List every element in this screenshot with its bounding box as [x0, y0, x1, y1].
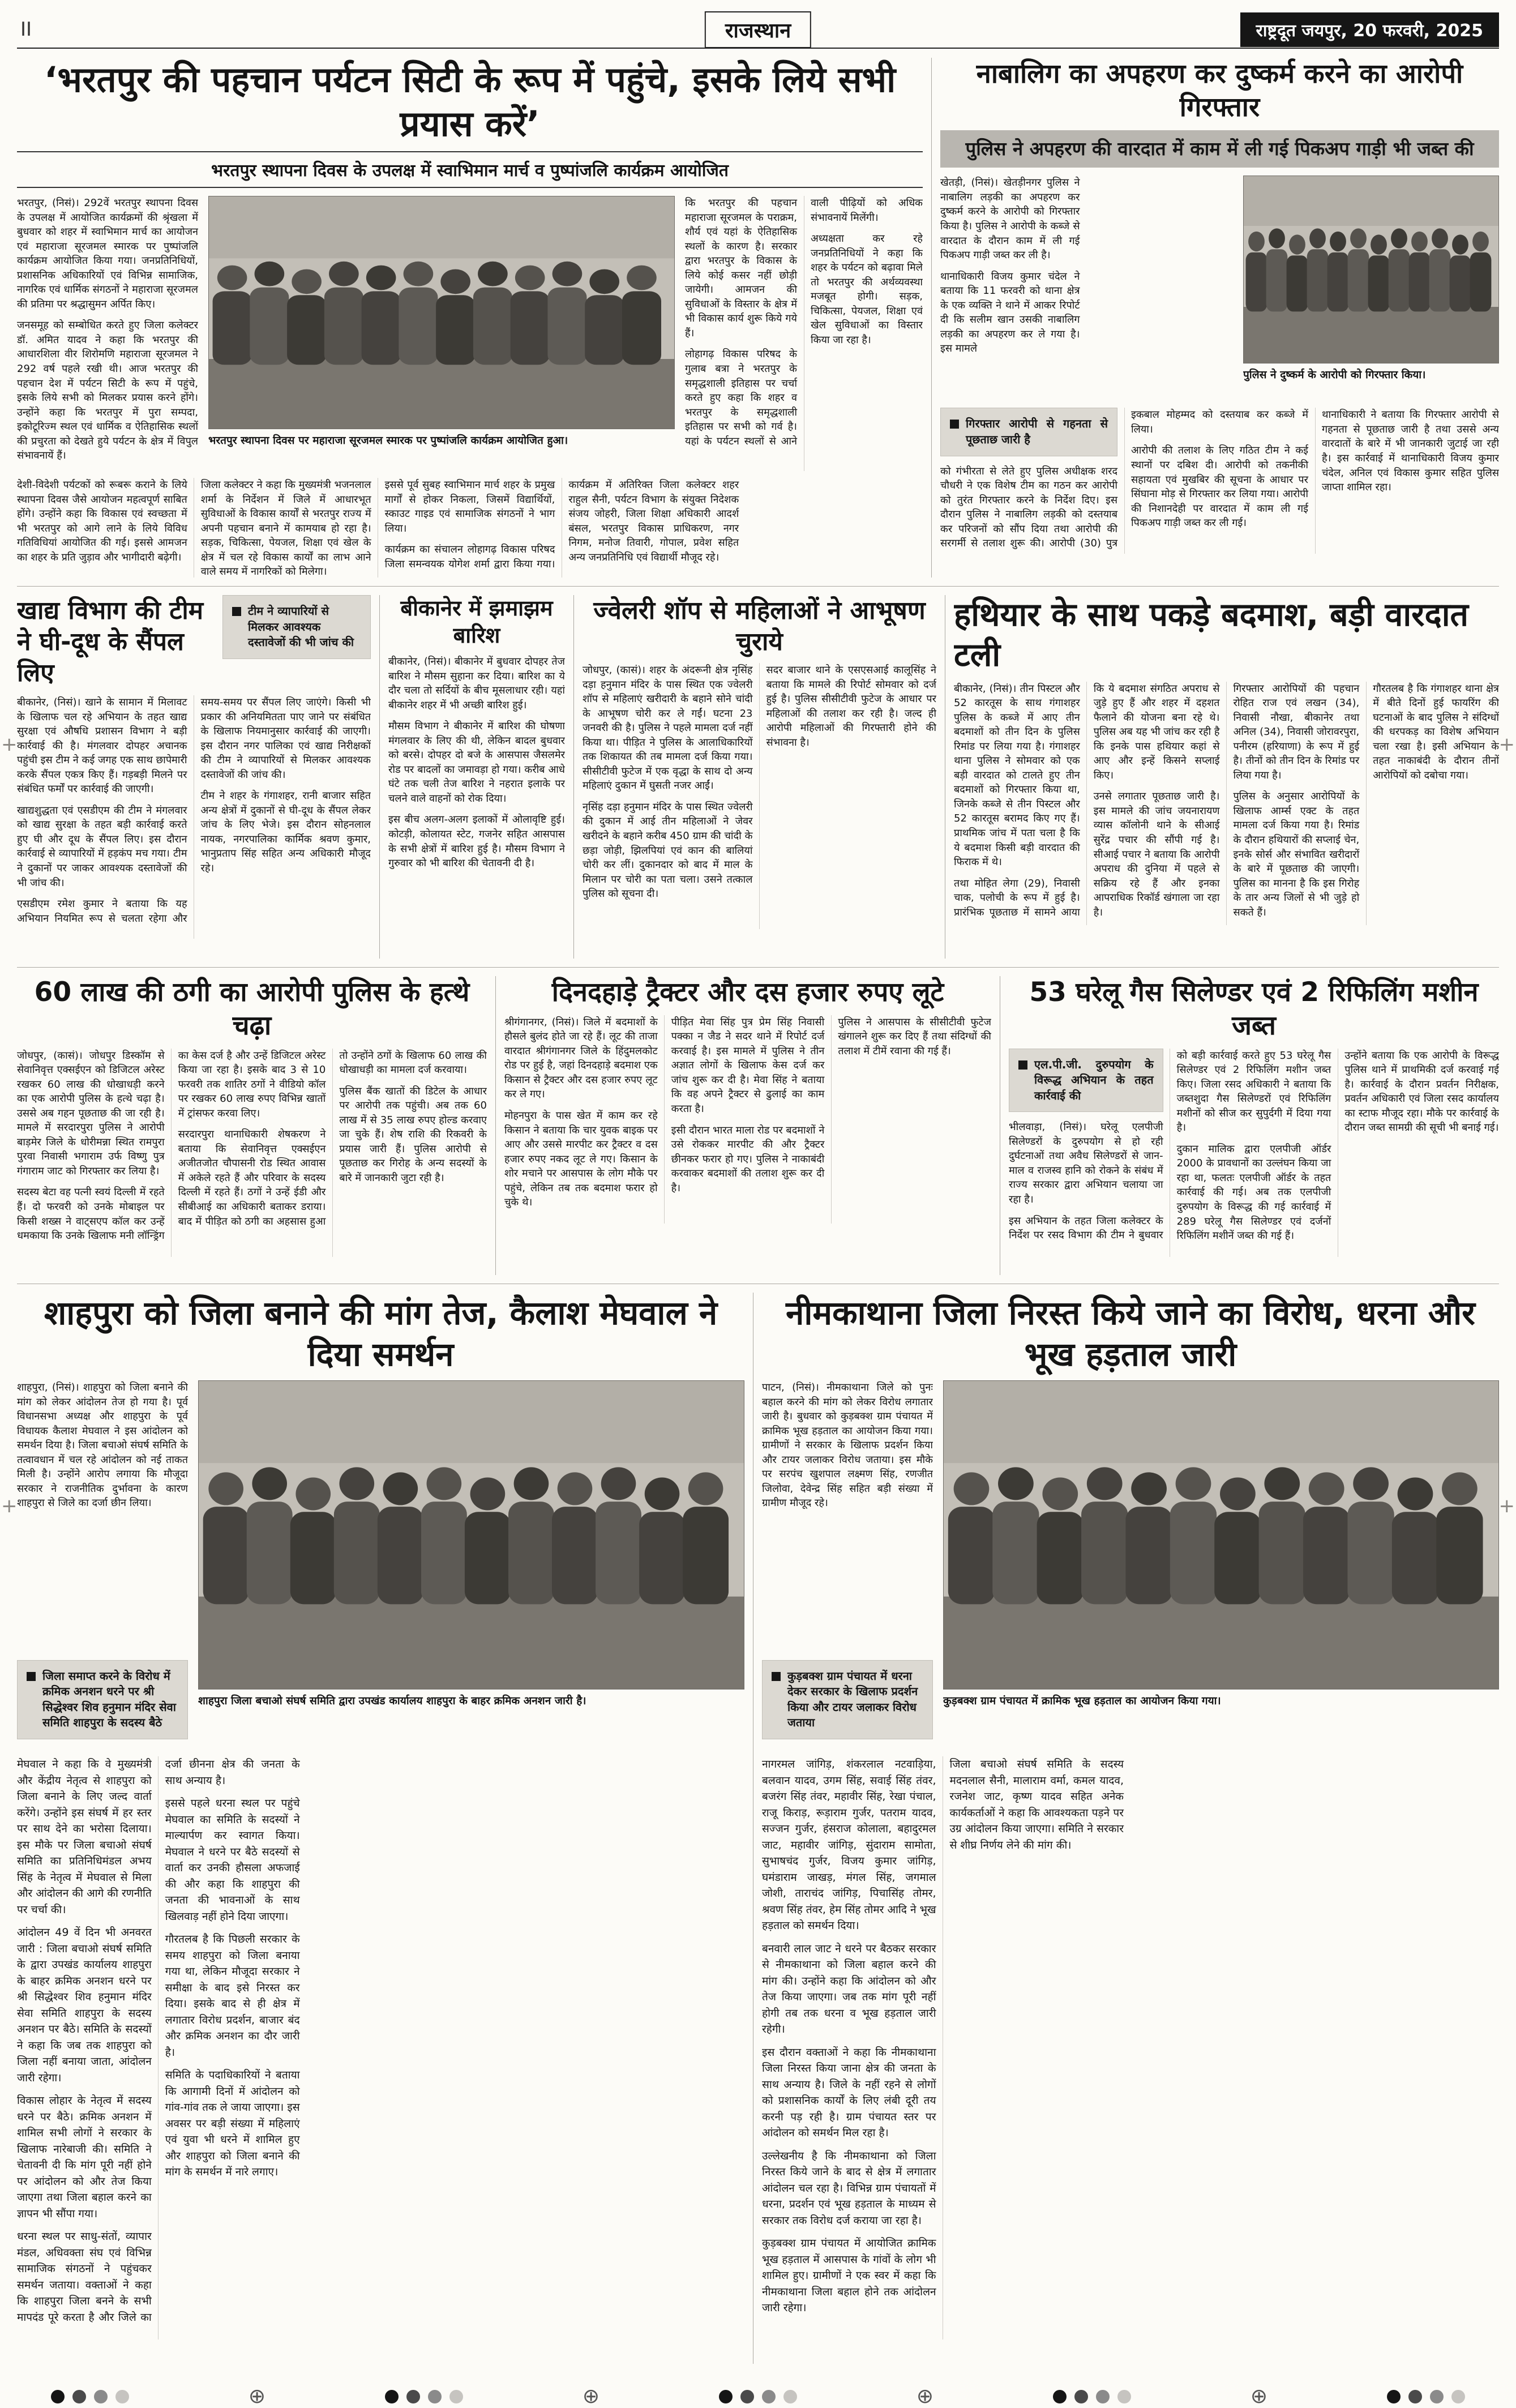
crosshair-registration-icon: ⊕ [916, 2385, 934, 2408]
article-paragraph: उन्होंने बताया कि एक आरोपी के विरूद्ध पुलिस थाने में प्राथमिकी दर्ज करवाई गई है। कार्रवाई के दौरान प्रवर्तन निरीक्षक, प्रवर्तन अधिकारी एवं जिला रसद कार्यालय का स्टाफ मौजूद रहा। मौके पर कार्रवाई के दौरान जब्त सामग्री की सूची भी बनाई गई। [1344, 1049, 1499, 1134]
gas-highlight-box [1009, 1049, 1163, 1113]
color-dots [1053, 2390, 1131, 2403]
article-shahpura-headline: शाहपुरा को जिला बनाने की मांग तेज, कैलाश मेघवाल ने दिया समर्थन [44, 1294, 718, 1374]
article-khetri [940, 58, 1499, 578]
article-paragraph: एसडीएम रमेश कुमार ने बताया कि यह अभियान नियमित रूप से चलता रहेगा और समय-समय पर सैंपल लिए जाएंगे। किसी भी प्रकार की अनियमितता पाए जाने पर संबंधित के खिलाफ नियमानुसार कार्रवाई की जाएगी। इस दौरान नगर पालिका एवं खाद्य निरीक्षकों की टीम ने व्यापारियों से मिलकर आवश्यक दस्तावेजों की जांच की। [17, 696, 371, 925]
article-paragraph: जिला बचाओ संघर्ष समिति के सदस्य मदनलाल सैनी, मालाराम वर्मा, कमल यादव, रजनेश जाट, कृष्ण यादव सहित अनेक कार्यकर्ताओं ने कहा कि आवश्यकता पड़ने पर उग्र आंदोलन किया जाएगा। समिति ने सरकार से शीघ्र निर्णय लेने की मांग की। [949, 1758, 1124, 1851]
khetri-arrest-photo [1243, 176, 1499, 363]
bharatpur-photo-figure [208, 196, 675, 471]
article-paragraph: गौरतलब है कि गंगाशहर थाना क्षेत्र में बीते दिनों हुई फायरिंग की घटनाओं के बाद पुलिस ने संदिग्धों की धरपकड़ का विशेष अभियान चला रखा है। इसी अभियान के तहत नाकाबंदी के दौरान तीनों आरोपियों को दबोचा गया। [1373, 682, 1499, 781]
article-paragraph: उनसे लगातार पूछताछ जारी है। इस मामले की जांच जयनारायण व्यास कॉलोनी थाने के सीआई सुरेंद्र पचार की सौंपी गई है। सीआई पचार ने बताया कि आरोपी अपराध की दुनिया में पहले से सक्रिय रहे हैं और इनका आपराधिक रिकॉर्ड खंगाला जा रहा है। [1093, 790, 1220, 918]
shahpura-dharna-photo [198, 1380, 744, 1690]
khetri-photo-figure [1243, 176, 1499, 401]
square-bullet-icon [772, 1672, 781, 1681]
article-paragraph: भीलवाड़ा, (निसं)। घरेलू एलपीजी सिलेण्डरों के दुरुपयोग से हो रही दुर्घटनाओं तथा अवैध सिलेण्डरों से जान-माल व राजस्व हानि को रोकने के संबंध में राज्य सरकार द्वारा अभियान चलाया जा रहा है। [1009, 1121, 1163, 1206]
article-rain [388, 595, 565, 959]
article-paragraph: विकास लोहार के नेतृत्व में सदस्य धरने पर बैठे। क्रमिक अनशन में शामिल सभी लोगों ने सरकार के खिलाफ नारेबाजी की। समिति ने चेतावनी दी कि मांग पूरी नहीं होने पर आंदोलन को और तेज किया जाएगा तथा जिला बहाल करने का ज्ञापन भी सौंपा गया। [17, 2094, 152, 2220]
article-jewellery-headline: ज्वेलरी शॉप से महिलाओं ने आभूषण चुराये [593, 596, 926, 656]
article-fraud-60-lakh [17, 976, 487, 1275]
page-number: II [20, 18, 32, 41]
article-paragraph: सरदारपुरा थानाधिकारी शेषकरण ने बताया कि सेवानिवृत्त एक्सईएन अजीतजोत चौपासनी रोड स्थित आवास में अकेले रहते हैं और परिवार के सदस्य दिल्ली में रहते हैं। ठगों ने उन्हें ईडी और सीबीआई का अधिकारी बताकर डराया। बाद में पीड़ित को ठगी का अहसास हुआ तो उन्होंने ठगों के खिलाफ 60 लाख की धोखाधड़ी का मामला दर्ज करवाया। [178, 1049, 487, 1227]
article-khetri-body-top [940, 176, 1233, 401]
article-paragraph: पुलिस ने आसपास के सीसीटीवी फुटेज खंगालने शुरू कर दिए हैं तथा संदिग्धों की तलाश में टीमें रवाना की गई हैं। [838, 1016, 991, 1057]
article-paragraph: नृसिंह दड़ा हनुमान मंदिर के पास स्थित ज्वेलरी की दुकान में आई तीन महिलाओं ने जेवर खरीदने के बहाने करीब 450 ग्राम की चांदी के छड़ा जोड़ी, झिलपियां एवं कान की बालियां चोरी कर लीं। दुकानदार को बाद में माल के मिलान पर चोरी का पता चला। उसने तत्काल पुलिस को सूचना दी। [583, 801, 753, 900]
bottom-section [17, 1293, 1499, 2364]
vertical-divider [495, 976, 496, 1275]
neemkathana-left-column [762, 1380, 933, 1747]
shahpura-left-column [17, 1380, 188, 1747]
article-paragraph: गिरफ्तार आरोपियों की पहचान रोहित राज एवं लखन (34), निवासी नौखा, बीकानेर तथा अनिल (34), निवासी जोरावरपुरा, पनीरम (हरियाणा) के रूप में हुई है। तीनों को तीन दिन के रिमांड पर लिया गया है। [1233, 682, 1360, 781]
shahpura-photo-figure [198, 1380, 744, 1747]
article-bharatpur-subhead: भरतपुर स्थापना दिवस के उपलक्ष में स्वाभिमान मार्च व पुष्पांजलि कार्यक्रम आयोजित [17, 151, 923, 188]
article-gas-headline: 53 घरेलू गैस सिलेण्डर एवं 2 रिफिलिंग मशीन जब्त [1029, 977, 1479, 1041]
vertical-divider [931, 58, 932, 578]
khetri-highlight-box [940, 408, 1117, 456]
article-paragraph: जनसमूह को सम्बोधित करते हुए जिला कलेक्टर डॉ. अमित यादव ने कहा कि भरतपुर की आधारशिला वीर शिरोमणि महाराजा सूरजमल ने 292 वर्ष पहले रखी थी। आज भरतपुर की पहचान देश में पर्यटन सिटी के रूप में पहुंचे, इसके लिये सभी को मिलकर प्रयास करने होंगे। उन्होंने कहा कि भरतपुर में पुरा सम्पदा, इकोटूरिज्म स्थल एवं धार्मिक व ऐतिहासिक स्थलों की प्रचुरता को देखते हुये पर्यटन के क्षेत्र में विपुल संभावनायें हैं। [17, 319, 198, 462]
color-dots [719, 2390, 797, 2403]
article-shahpura-body-bottom [17, 1756, 744, 2339]
article-paragraph: थानाधिकारी ने बताया कि गिरफ्तार आरोपी से गहनता से पूछताछ जारी है तथा उससे अन्य वारदातों के बारे में भी जानकारी जुटाई जा रही है। इस कार्रवाई में थानाधिकारी विजय कुमार चंदेल, अनिल एवं विकास कुमार सहित पुलिस जाप्ता शामिल रहा। [1322, 409, 1499, 494]
middle-section-1 [17, 595, 1499, 959]
crosshair-registration-icon: ⊕ [582, 2385, 600, 2408]
gas-highlight-text: एल.पी.जी. दुरुपयोग के विरूद्ध अभियान के तहत कार्रवाई की [1034, 1057, 1154, 1102]
square-bullet-icon [950, 420, 959, 429]
article-paragraph: मौसम विभाग ने बीकानेर में बारिश की घोषणा मंगलवार के लिए की थी, लेकिन बादल बुधवार को बरसे। दोपहर दो बजे के आसपास जैसलमेर रोड पर बादलों का जमावड़ा हो गया। करीब आधे घंटे तक चली तेज बारिश ने नहरात इलाके पर चलने वाले वाहनों को रोक दिया। [388, 720, 565, 805]
article-paragraph: मोहनपुरा के पास खेत में काम कर रहे किसान ने बताया कि चार युवक बाइक पर आए और उससे मारपीट कर ट्रैक्टर व दस हजार रुपए नकद लूट ले गए। किसान के शोर मचाने पर आसपास के लोग मौके पर पहुंचे, लेकिन तब तक बदमाश फरार हो चुके थे। [504, 1110, 658, 1209]
article-paragraph: अध्यक्षता कर रहे जनप्रतिनिधियों ने कहा कि शहर के पर्यटन को बढ़ावा मिले तो भरतपुर की अर्थव्यवस्था मजबूत होगी। सड़क, चिकित्सा, पेयजल, शिक्षा एवं खेल सुविधाओं का विस्तार किया जा रहा है। [811, 233, 923, 346]
article-food-body [17, 695, 371, 939]
horizontal-divider [17, 967, 1499, 968]
article-bharatpur-headline: ‘भरतपुर की पहचान पर्यटन सिटी के रूप में पहुंचे, इसके लिये सभी प्रयास करें’ [44, 59, 896, 144]
article-weapons-body [954, 682, 1499, 925]
neemkathana-highlight-box [762, 1660, 933, 1739]
article-bharatpur-body-bottom [17, 478, 923, 578]
middle-section-2 [17, 976, 1499, 1275]
article-khetri-subhead: पुलिस ने अपहरण की वारदात में काम में ली गई पिकअप गाड़ी भी जब्त की [940, 130, 1499, 168]
article-paragraph: सदस्य बेटा वह पत्नी स्वयं दिल्ली में रहते हैं। दो फरवरी को उनके मोबाइल पर किसी शख्स ने वाट्सएप कॉल कर उन्हें धमकाया कि उनके खिलाफ मनी लॉन्ड्रिंग का केस दर्ज है और उन्हें डिजिटल अरेस्ट किया जा रहा है। इसके बाद 3 से 10 फरवरी तक शातिर ठगों ने वीडियो कॉल पर रखकर 60 लाख रुपए विभिन्न खातों में ट्रांसफर करवा लिए। [17, 1049, 326, 1242]
article-weapons-headline: हथियार के साथ पकड़े बदमाश, बड़ी वारदात टली [954, 596, 1468, 674]
article-bharatpur-body-left [17, 196, 198, 471]
crowd-photo-icon [944, 1381, 1498, 1689]
crowd-photo-icon [199, 1381, 744, 1689]
article-jewellery-body [583, 663, 936, 929]
square-bullet-icon [27, 1672, 36, 1681]
article-paragraph: इससे पूर्व सुबह स्वाभिमान मार्च शहर के प्रमुख मार्गों से होकर निकला, जिसमें विद्यार्थियों, स्काउट गाइड एवं सामाजिक संगठनों ने भाग लिया। [384, 479, 555, 534]
article-paragraph: धरना स्थल पर साधु-संतों, व्यापार मंडल, अधिवक्ता संघ एवं विभिन्न सामाजिक संगठनों ने पहुंचकर समर्थन जताया। वक्ताओं ने कहा कि शाहपुरा जिला बनने के सभी मापदंड पूरे करता है और जिले का दर्जा छीनना क्षेत्र की जनता के साथ अन्याय है। [17, 1758, 300, 2324]
article-paragraph: सदर बाजार थाने के एसएसआई कालूसिंह ने बताया कि मामले की रिपोर्ट सोमवार को दर्ज हुई है। पुलिस सीसीटीवी फुटेज के आधार पर महिलाओं की तलाश कर रही है। जल्द ही आरोपी महिलाओं की गिरफ्तारी होने की संभावना है। [766, 664, 936, 749]
article-paragraph: जोधपुर, (कासं)। शहर के अंदरूनी क्षेत्र नृसिंह दड़ा हनुमान मंदिर के पास स्थित एक ज्वेलरी शॉप से महिलाएं खरीदारी के बहाने सोने चांदी के आभूषण चोरी कर ले गईं। घटना 23 जनवरी की है। पुलिस ने पहले मामला दर्ज नहीं किया था। पीड़ित ने पुलिस के आलाधिकारियों तक शिकायत की तब मामला दर्ज किया गया। सीसीटीवी फुटेज में एक वृद्धा के साथ दो अन्य महिलाएं दुकान में घुसती नजर आईं। [583, 664, 753, 792]
article-neemkathana-body-left [762, 1380, 933, 1653]
top-section [17, 58, 1499, 578]
masthead [17, 11, 1499, 49]
article-paragraph: पीड़ित मेवा सिंह पुत्र प्रेम सिंह निवासी पक्का न जैड ने सदर थाने में रिपोर्ट दर्ज करवाई है। इस मामले में पुलिस ने तीन अज्ञात लोगों के खिलाफ केस दर्ज कर जांच शुरू कर दी है। मेवा सिंह ने बताया कि वह अपने ट्रैक्टर से ढुलाई का काम करता है। [671, 1016, 825, 1115]
article-paragraph: श्रीगंगानगर, (निसं)। जिले में बदमाशों के हौसले बुलंद होते जा रहे हैं। लूट की ताजा वारदात श्रीगंगानगर जिले के हिंदुमलकोट रोड पर हुई है, जहां दिनदहाड़े बदमाश एक किसान से ट्रैक्टर और दस हजार रुपए लूट कर ले गए। [504, 1016, 658, 1101]
color-dots [385, 2390, 463, 2403]
article-rain-headline: बीकानेर में झमाझम बारिश [400, 596, 553, 648]
article-paragraph: इस बीच अलग-अलग इलाकों में ओलावृष्टि हुई। कोटड़ी, कोलायत स्टेट, गजनेर सहित आसपास के सभी क्षेत्रों में बारिश हुई है। मौसम विभाग ने गुरुवार को भी बारिश की चेतावनी दी है। [388, 814, 565, 870]
horizontal-divider [17, 586, 1499, 587]
article-paragraph: बीकानेर, (निसं)। बीकानेर में बुधवार दोपहर तेज बारिश ने मौसम सुहाना कर दिया। बारिश का ये दौर चला तो सर्दियों के बीच मूसलाधार रही। यहां बीकानेर शहर में भी अच्छी बारिश हुई। [388, 656, 565, 711]
article-paragraph: दुकान मालिक द्वारा एलपीजी ऑर्डर 2000 के प्रावधानों का उल्लंघन किया जा रहा था, फलतः एलपीजी ऑर्डर के तहत कार्रवाई की गई। अब तक एलपीजी दुरुपयोग के विरूद्ध की गई कार्रवाई में 289 घरेलू गैस सिलेण्डर एवं दर्जनों रिफिलिंग मशीनें जब्त की गई हैं। [1176, 1143, 1331, 1242]
crop-mark: + [1, 1495, 18, 1517]
article-paragraph: इससे पहले धरना स्थल पर पहुंचे मेघवाल का समिति के सदस्यों ने माल्यार्पण कर स्वागत किया। मेघवाल ने धरने पर बैठे सदस्यों से वार्ता कर उनकी हौसला अफजाई की और कहा कि शाहपुरा की जनता की भावनाओं के साथ खिलवाड़ नहीं होने दिया जाएगा। [165, 1797, 300, 1923]
article-paragraph: आंदोलन 49 वें दिन भी अनवरत जारी : जिला बचाओ संघर्ष समिति के द्वारा उपखंड कार्यालय शाहपुरा के बाहर क्रमिक अनशन धरने पर श्री सिद्धेश्वर शिव हनुमान मंदिर सेवा समिति शाहपुरा के सदस्य अनशन पर बैठे। समिति के सदस्यों ने कहा कि जब तक शाहपुरा को जिला नहीं बनाया जाता, आंदोलन जारी रहेगा। [17, 1926, 152, 2084]
crop-mark: + [1498, 733, 1515, 756]
article-shahpura-body-left [17, 1380, 188, 1653]
article-neemkathana-body-bottom [762, 1756, 1499, 2339]
masthead-date: राष्ट्रदूत जयपुर, 20 फरवरी, 2025 [1240, 12, 1500, 47]
article-paragraph: खाद्यशुद्धता एवं एसडीएम की टीम ने मंगलवार को खाद्य सुरक्षा के तहत बड़ी कार्रवाई करते हुए घी और दूध के सैंपल लिए। इस दौरान कार्रवाई से व्यापारियों में हड़कंप मच गया। टीम ने दुकानों पर जाकर आवश्यक दस्तावेजों की भी जांच की। [17, 804, 187, 889]
article-paragraph: पुलिस बैंक खातों की डिटेल के आधार पर आरोपी तक पहुंची। अब तक 60 लाख में से 35 लाख रुपए होल्ड करवाए जा चुके हैं। शेष राशि की रिकवरी के प्रयास जारी हैं। पुलिस आरोपी से पूछताछ कर गिरोह के अन्य सदस्यों के बारे में जानकारी जुटा रही है। [339, 1085, 487, 1184]
article-paragraph: इसी दौरान भारत माला रोड पर बदमाशों ने उसे रोककर मारपीट की और ट्रैक्टर छीनकर फरार हो गए। पुलिस ने नाकाबंदी करवाकर बदमाशों की तलाश शुरू कर दी है। [671, 1124, 825, 1194]
article-khetri-headline: नाबालिग का अपहरण कर दुष्कर्म करने का आरोपी गिरफ्तार [976, 58, 1463, 123]
article-paragraph: पुलिस के अनुसार आरोपियों के खिलाफ आर्म्स एक्ट के तहत मामला दर्ज किया गया है। रिमांड के दौरान हथियारों की सप्लाई चेन, इनके सोर्स और संभावित खरीदारों के बारे में पूछताछ की जाएगी। पुलिस का मानना है कि इस गिरोह के तार अन्य जिलों से भी जुड़े हो सकते हैं। [1233, 790, 1360, 918]
vertical-divider [573, 595, 574, 959]
crop-mark: + [1, 733, 18, 756]
article-paragraph: थानाधिकारी विजय कुमार चंदेल ने बताया कि 11 फरवरी को थाना क्षेत्र के एक व्यक्ति ने थाने में आकर रिपोर्ट दी कि सलीम खान उसकी नाबालिग लड़की का अपहरण कर ले गया है। इस मामले [940, 270, 1080, 355]
crowd-photo-icon [209, 196, 674, 429]
article-bharatpur-body-right [685, 196, 923, 471]
crosshair-registration-icon: ⊕ [1250, 2385, 1268, 2408]
article-jewellery-theft [583, 595, 936, 959]
khetri-photo-caption: पुलिस ने दुष्कर्म के आरोपी को गिरफ्तार किया। [1243, 369, 1426, 382]
crop-mark: + [1498, 1495, 1515, 1517]
article-paragraph: कुड़बक्श ग्राम पंचायत में आयोजित क्रामिक भूख हड़ताल में आसपास के गांवों के लोग भी शामिल हुए। ग्रामीणों ने एक स्वर में कहा कि नीमकाथाना जिला बहाल होने तक आंदोलन जारी रहेगा। [762, 2237, 936, 2314]
shahpura-highlight-box [17, 1660, 188, 1739]
article-shahpura-district [17, 1293, 744, 2364]
article-paragraph: नागरमल जांगिड़, शंकरलाल नटवाड़िया, बलवान यादव, उगम सिंह, सवाई सिंह तंवर, बजरंग सिंह तंवर, महावीर सिंह, रेखा पंचाल, राजू किराड़, रूड़ाराम गुर्जर, पतराम यादव, सज्जन गुर्जर, हंसराज कोलाला, बहादुरमल जाट, महावीर जांगिड़, सुंदाराम सामोता, सुभाषचंद गुर्जर, विजय कुमार जांगिड़, घमंडाराम जाखड़, मंगल सिंह, जगमाल जोशी, ताराचंद जांगिड़, पिचासिंह तोमर, श्रवण सिंह तंवर, हेम सिंह तोमर आदि ने भूख हड़ताल को समर्थन दिया। [762, 1758, 936, 1932]
article-paragraph: बीकानेर, (निसं)। खाने के सामान में मिलावट के खिलाफ चल रहे अभियान के तहत खाद्य सुरक्षा एवं औषधि प्रशासन विभाग ने बड़ी कार्रवाई की है। मंगलवार दोपहर अचानक पहुंची इस टीम ने कई जगह एक साथ छापेमारी करके सैंपल एकत्र किए हैं। गड़बड़ी मिलने पर संबंधित फर्मों पर कार्रवाई की जाएगी। [17, 696, 187, 795]
square-bullet-icon [232, 607, 241, 616]
section-title: राजस्थान [705, 11, 811, 48]
color-dots [51, 2390, 129, 2403]
article-paragraph: जोधपुर, (कासं)। जोधपुर डिस्कॉम से सेवानिवृत्त एक्सईएन को डिजिटल अरेस्ट रखकर 60 लाख की धोखाधड़ी करने का एक आरोपी पुलिस के हत्थे चढ़ा है। उससे अब गहन पूछताछ की जा रही है। मामले में सरदारपुरा पुलिस ने आरोपी बाड़मेर जिले के धोरीमन्ना स्थित रामपुरा पुरवा निवासी भगाराम उर्फ विष्णु पुत्र गंगाराम जाट को गिरफ्तार कर लिया है। [17, 1049, 165, 1177]
crowd-photo-icon [1244, 176, 1498, 363]
article-paragraph: लोहागढ़ विकास परिषद के गुलाब बत्रा ने भरतपुर के समृद्धशाली इतिहास पर चर्चा करते हुए कहा कि शहर व भरतपुर के समृद्धशाली इतिहास पर सभी को गर्व है। यहां के पर्यटन स्थलों से आने वाली पीढ़ियों को अधिक संभावनायें मिलेंगी। [685, 197, 923, 447]
article-paragraph: इस दौरान वक्ताओं ने कहा कि नीमकाथाना जिला निरस्त किया जाना क्षेत्र की जनता के साथ अन्याय है। जिले के नहीं रहने से लोगों को प्रशासनिक कार्यों के लिए लंबी दूरी तय करनी पड़ रही है। ग्राम पंचायत स्तर पर आंदोलन को समर्थन मिल रहा है। [762, 2046, 936, 2139]
bharatpur-ceremony-photo [208, 196, 675, 429]
article-paragraph: गौरतलब है कि पिछली सरकार के समय शाहपुरा को जिला बनाया गया था, लेकिन मौजूदा सरकार ने समीक्षा के बाद इसे निरस्त कर दिया। इसके बाद से ही क्षेत्र में लगातार विरोध प्रदर्शन, बाजार बंद और क्रमिक अनशन का दौर जारी है। [165, 1933, 300, 2059]
article-khetri-body-bottom [940, 408, 1499, 554]
article-tractor-loot [504, 976, 991, 1275]
food-highlight-text: टीम ने व्यापारियों से मिलकर आवश्यक दस्तावेजों की भी जांच की [248, 604, 354, 649]
article-paragraph: इस अभियान के तहत जिला कलेक्टर के निर्देश पर रसद विभाग की टीम ने बुधवार को बड़ी कार्रवाई करते हुए 53 घरेलू गैस सिलेण्डर एवं 2 रिफिलिंग मशीन जब्त किए। जिला रसद अधिकारी ने बताया कि जब्तशुदा गैस सिलेण्डरों एवं रिफिलिंग मशीनों को सीज कर सुपुर्दगी में दिया गया है। [1009, 1049, 1331, 1242]
article-fraud-body [17, 1049, 487, 1257]
article-paragraph: बनवारी लाल जाट ने धरने पर बैठकर सरकार से नीमकाथाना को जिला बहाल करने की मांग की। उन्होंने कहा कि आंदोलन को और तेज किया जाएगा। जब तक मांग पूरी नहीं होगी तब तक धरना व भूख हड़ताल जारी रहेगी। [762, 1942, 936, 2035]
crosshair-registration-icon: ⊕ [248, 2385, 266, 2408]
print-registration-marks [17, 2380, 1499, 2408]
neemkathana-hungerstrike-photo [943, 1380, 1499, 1690]
article-food-samples [17, 595, 371, 959]
article-food-headline: खाद्य विभाग की टीम ने घी-दूध के सैंपल लिए [17, 596, 204, 687]
article-paragraph: भरतपुर, (निसं)। 292वें भरतपुर स्थापना दिवस के उपलक्ष में आयोजित कार्यक्रमों की श्रृंखला में बुधवार को शहर में स्वाभिमान मार्च का आयोजन एवं महाराजा सूरजमल स्मारक पर पुष्पांजलि कार्यक्रम आयोजित किया गया। जनप्रतिनिधियों, प्रशासनिक अधिकारियों एवं विभिन्न सामाजिक, नागरिक एवं धार्मिक संगठनों ने महाराजा सूरजमल की प्रतिमा पर श्रद्धासुमन अर्पित किए। [17, 197, 198, 310]
neemkathana-highlight-text: कुड़बक्श ग्राम पंचायत में धरना देकर सरकार के खिलाफ प्रदर्शन किया और टायर जलाकर विरोध जताया [787, 1669, 918, 1730]
article-paragraph: उल्लेखनीय है कि नीमकाथाना को जिला निरस्त किये जाने के बाद से क्षेत्र में लगातार आंदोलन चल रहा है। विभिन्न ग्राम पंचायतों में धरना, प्रदर्शन एवं भूख हड़ताल के माध्यम से सरकार तक विरोध दर्ज कराया जा रहा है। [762, 2149, 936, 2227]
article-paragraph: खेतड़ी, (निसं)। खेतड़ीनगर पुलिस ने नाबालिग लड़की का अपहरण कर दुष्कर्म करने के आरोपी को गिरफ्तार किया है। पुलिस ने आरोपी के कब्जे से वारदात के दौरान काम में ली गई पिकअप गाड़ी जब्त कर ली है। [940, 177, 1080, 262]
article-gas-seizure [1009, 976, 1499, 1275]
bharatpur-photo-caption: भरतपुर स्थापना दिवस पर महाराजा सूरजमल स्मारक पर पुष्पांजलि कार्यक्रम आयोजित हुआ। [208, 434, 568, 447]
article-paragraph: को गंभीरता से लेते हुए पुलिस अधीक्षक शरद चौधरी ने एक विशेष टीम का गठन कर आरोपी को तुरंत गिरफ्तार करने के निर्देश दिए। इस दौरान पुलिस ने नाबालिग लड़की को दस्तयाब कर परिजनों को सौंप दिया तथा आरोपी की सरगर्मी से तलाश शुरू की। आरोपी (30) पुत्र इकबाल मोहम्मद को दस्तयाब कर कब्जे में लिया। [940, 409, 1308, 550]
article-fraud-headline: 60 लाख की ठगी का आरोपी पुलिस के हत्थे चढ़ा [34, 977, 470, 1041]
article-tractor-body [504, 1015, 991, 1224]
article-paragraph: टीम ने शहर के गंगाशहर, रानी बाजार सहित अन्य क्षेत्रों में दुकानों से घी-दूध के सैंपल लेकर जांच के लिए भेजे। इस दौरान सोहनलाल नायक, नगरपालिका कार्मिक श्रवण कुमार, भानुप्रताप सिंह सहित अन्य अधिकारी मौजूद रहे। [200, 790, 371, 875]
article-paragraph: मेघवाल ने कहा कि वे मुख्यमंत्री और केंद्रीय नेतृत्व से शाहपुरा को जिला बनाने के लिए जल्द वार्ता करेंगे। उन्होंने इस संघर्ष में हर स्तर पर साथ देने का भरोसा दिलाया। इस मौके पर जिला बचाओ संघर्ष समिति का प्रतिनिधिमंडल अभय सिंह के नेतृत्व में मेघवाल से मिला और आंदोलन की आगे की रणनीति पर चर्चा की। [17, 1758, 152, 1916]
article-weapons-arrest [954, 595, 1499, 959]
article-paragraph: आरोपी की तलाश के लिए गठित टीम ने कई स्थानों पर दबिश दी। आरोपी को तकनीकी सहायता एवं मुखबिर की सूचना के आधार पर सिंघाना मोड़ से गिरफ्तार कर लिया गया। आरोपी की निशानदेही पर वारदात में काम ली गई पिकअप गाड़ी जब्त कर ली गई। [1131, 444, 1308, 529]
article-paragraph: जिला कलेक्टर ने कहा कि मुख्यमंत्री भजनलाल शर्मा के निर्देशन में जिले में आधारभूत सुविधाओं के विकास कार्यों से भरतपुर राज्य में अपनी पहचान बनाने में कामयाब हो रहा है। सड़क, चिकित्सा, पेयजल, शिक्षा एवं खेल के क्षेत्र में चल रहे विकास कार्यों का लाभ आने वाले समय में नागरिकों को मिलेगा। [200, 479, 371, 578]
neemkathana-photo-figure [943, 1380, 1499, 1747]
article-paragraph: तथा मोहित लेगा (29), निवासी चाक, पलोची के रूप में हुई है। प्रारंभिक पूछताछ में सामने आया कि ये बदमाश संगठित अपराध से जुड़े हुए हैं और शहर में दहशत फैलाने की योजना बना रहे थे। पुलिस अब यह भी जांच कर रही है कि इनके पास हथियार कहां से आए और इन्हें किसने सप्लाई किए। [954, 682, 1220, 918]
square-bullet-icon [1018, 1060, 1027, 1070]
article-rain-body [388, 655, 565, 926]
article-paragraph: शाहपुरा, (निसं)। शाहपुरा को जिला बनाने की मांग को लेकर आंदोलन तेज हो गया है। पूर्व विधानसभा अध्यक्ष और शाहपुरा के पूर्व विधायक कैलाश मेघवाल ने इस आंदोलन को समर्थन दिया है। जिला बचाओ संघर्ष समिति के तत्वावधान में चल रहे आंदोलन को नई ताकत मिली है। उन्होंने आरोप लगाया कि मौजूदा सरकार ने राजनीतिक दुर्भावना के कारण शाहपुरा से जिले का दर्जा छीन लिया। [17, 1382, 188, 1509]
vertical-divider [379, 595, 380, 959]
article-tractor-headline: दिनदहाड़े ट्रैक्टर और दस हजार रुपए लूटे [551, 977, 944, 1008]
article-neemkathana-headline: नीमकाथाना जिला निरस्त किये जाने का विरोध, धरना और भूख हड़ताल जारी [786, 1294, 1475, 1374]
shahpura-photo-caption: शाहपुरा जिला बचाओ संघर्ष समिति द्वारा उपखंड कार्यालय शाहपुरा के बाहर क्रमिक अनशन जारी है। [198, 1695, 586, 1707]
article-paragraph: पाटन, (निसं)। नीमकाथाना जिले को पुनः बहाल करने की मांग को लेकर विरोध लगातार जारी है। बुधवार को कुड़बक्श ग्राम पंचायत में क्रामिक भूख हड़ताल का आयोजन किया गया। ग्रामीणों ने सरकार के खिलाफ प्रदर्शन किया और टायर जलाकर विरोध जताया। इस मौके पर सरपंच खुशपाल लक्ष्मण सिंह, रणजीत जिलोवा, देवेन्द्र सिंह सहित बड़ी संख्या में ग्रामीण मौजूद रहे। [762, 1382, 933, 1509]
food-highlight-box [222, 595, 371, 659]
shahpura-highlight-text: जिला समाप्त करने के विरोध में क्रमिक अनशन धरने पर श्री सिद्धेश्वर शिव हनुमान मंदिर सेवा समिति शाहपुरा के सदस्य बैठे [42, 1669, 176, 1730]
article-gas-body [1009, 1049, 1499, 1257]
article-paragraph: कार्यक्रम का संचालन लोहागढ़ विकास परिषद जिला समन्वयक योगेश शर्मा द्वारा किया गया। कार्यक्रम में अतिरिक्त जिला कलेक्टर शहर राहुल सैनी, पर्यटन विभाग के संयुक्त निदेशक संजय जोहरी, जिला शिक्षा अधिकारी आदर्श बंसल, भरतपुर विकास प्राधिकरण, नगर निगम, मनोज तिवारी, गोपाल, प्रवेश सहित अन्य जनप्रतिनिधि एवं विद्यार्थी मौजूद रहे। [384, 479, 739, 570]
article-paragraph: बीकानेर, (निसं)। तीन पिस्टल और 52 कारतूस के साथ गंगाशहर पुलिस के कब्जे में आए तीन बदमाशों को तीन दिन के पुलिस रिमांड पर लिया गया है। गंगाशहर थाना पुलिस ने सोमवार को एक बड़ी वारदात को टालते हुए तीन बदमाशों को गिरफ्तार किया था, जिनके कब्जे से तीन पिस्टल और 52 कारतूस बरामद किए गए हैं। प्राथमिक जांच में पता चला है कि ये बदमाश किसी बड़ी वारदात की फिराक में थे। [954, 682, 1080, 869]
article-neemkathana-protest [762, 1293, 1499, 2364]
article-paragraph: कि भरतपुर की पहचान महाराजा सूरजमल के पराक्रम, शौर्य एवं यहां के ऐतिहासिक स्थलों के कारण है। सरकार द्वारा भरतपुर के विकास के लिये कोई कसर नहीं छोड़ी जायेगी। आमजन की सुविधाओं के विस्तार के क्षेत्र में भी विकास कार्य शुरू किये गये हैं। [685, 197, 797, 339]
article-paragraph: देशी-विदेशी पर्यटकों को रूबरू कराने के लिये स्थापना दिवस जैसे आयोजन महत्वपूर्ण साबित होंगे। उन्होंने कहा कि विकास एवं स्वच्छता में भी भरतपुर को आगे लाने के लिये विविध गतिविधियां आयोजित की गई। इससे आमजन का शहर के प्रति जुड़ाव और भागीदारी बढ़ेगी। [17, 479, 187, 563]
khetri-highlight-text: गिरफ्तार आरोपी से गहनता से पूछताछ जारी है [966, 417, 1108, 446]
article-bharatpur [17, 58, 923, 578]
neemkathana-photo-caption: कुड़बक्श ग्राम पंचायत में क्रामिक भूख हड़ताल का आयोजन किया गया। [943, 1695, 1221, 1707]
article-paragraph: समिति के पदाधिकारियों ने बताया कि आगामी दिनों में आंदोलन को गांव-गांव तक ले जाया जाएगा। इस अवसर पर बड़ी संख्या में महिलाएं एवं युवा भी धरने में शामिल हुए और शाहपुरा को जिला बनाने की मांग के समर्थन में नारे लगाए। [165, 2069, 300, 2178]
color-dots [1387, 2390, 1465, 2403]
